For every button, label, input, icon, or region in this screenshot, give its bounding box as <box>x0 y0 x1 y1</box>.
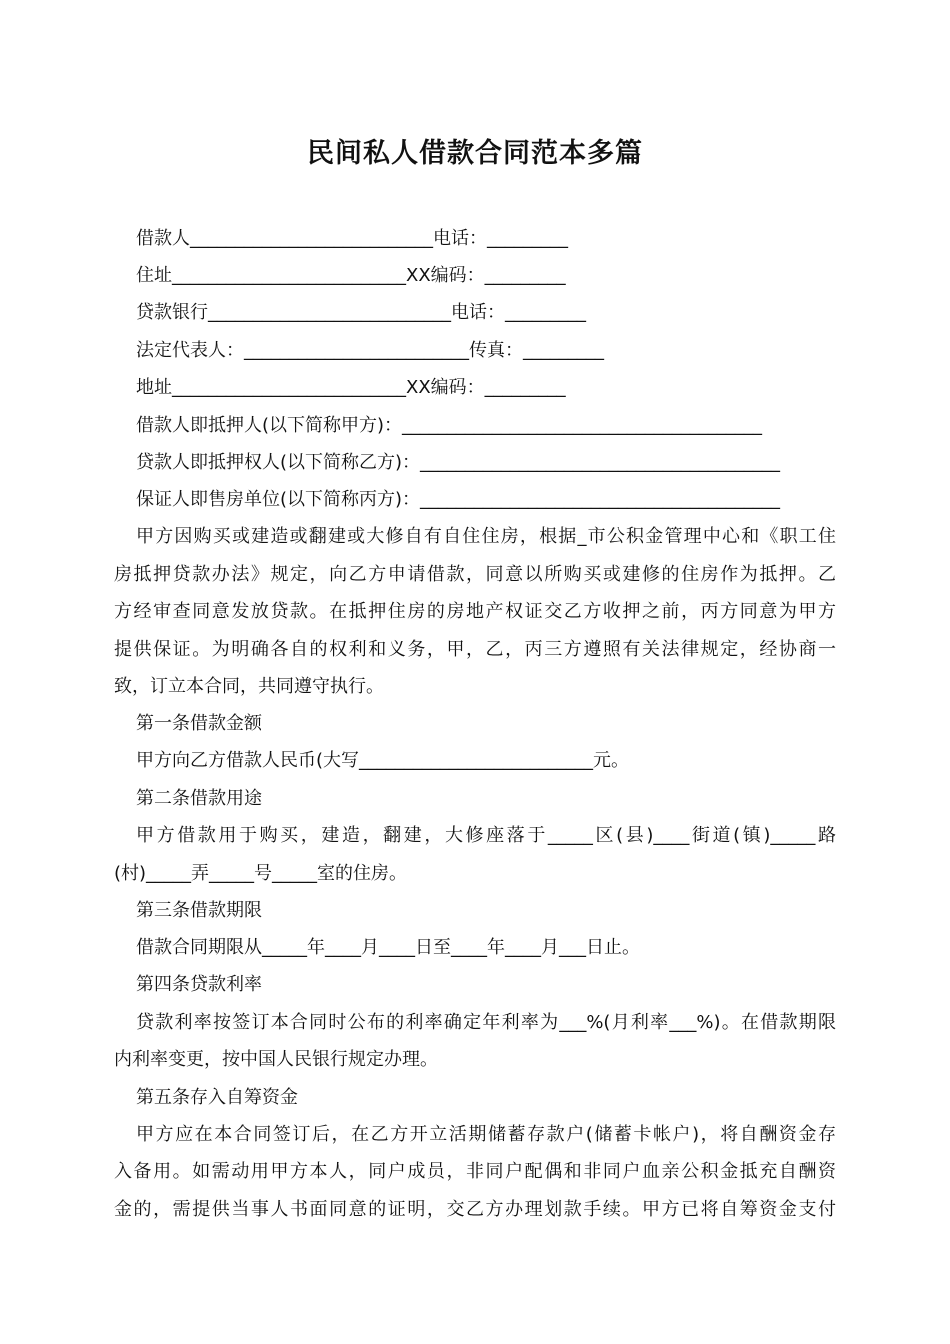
section-heading: 第四条贷款利率 <box>136 974 262 995</box>
document-title: 民间私人借款合同范本多篇 <box>307 138 643 169</box>
party-c-line: 保证人即售房单位(以下简称丙方)：________________________________________ <box>136 489 781 510</box>
paragraph-line: 方经审查同意发放贷款。在抵押住房的房地产权证交乙方收押之前，丙方同意为甲方 <box>114 601 836 622</box>
address-line: 住址__________________________XX编码：_________ <box>136 265 566 286</box>
paragraph-line: 内利率变更，按中国人民银行规定办理。 <box>114 1049 438 1070</box>
section-heading: 第一条借款金额 <box>136 713 262 734</box>
paragraph-line: 甲方向乙方借款人民币(大写__________________________元。 <box>136 750 630 771</box>
section-heading: 第五条存入自筹资金 <box>136 1087 298 1108</box>
borrower-line: 借款人___________________________电话：_________ <box>136 228 568 249</box>
address-line-2: 地址__________________________XX编码：_________ <box>136 377 566 398</box>
paragraph-line: 借款合同期限从_____年____月____日至____年____月___日止。 <box>136 937 640 958</box>
paragraph-line: 提供保证。为明确各自的权利和义务，甲，乙，丙三方遵照有关法律规定，经协商一 <box>114 639 836 660</box>
section-heading: 第三条借款期限 <box>136 900 262 921</box>
section-heading: 第二条借款用途 <box>136 788 262 809</box>
party-a-line: 借款人即抵押人(以下简称甲方)：________________________________________ <box>136 415 763 436</box>
paragraph-line: 甲方因购买或建造或翻建或大修自有自住住房，根据_市公积金管理中心和《职工住 <box>136 526 836 547</box>
paragraph-line: 甲方借款用于购买，建造，翻建，大修座落于_____区(县)____街道(镇)_____路 <box>136 825 836 846</box>
paragraph-line: 贷款利率按签订本合同时公布的利率确定年利率为___%(月利率___%)。在借款期限 <box>136 1012 836 1033</box>
paragraph-line: 房抵押贷款办法》规定，向乙方申请借款，同意以所购买或建修的住房作为抵押。乙 <box>114 564 836 585</box>
paragraph-line: 入备用。如需动用甲方本人，同户成员，非同户配偶和非同户血亲公积金抵充自酬资 <box>114 1161 836 1182</box>
paragraph-line: (村)_____弄_____号_____室的住房。 <box>114 863 408 884</box>
bank-line: 贷款银行___________________________电话：_________ <box>136 302 586 323</box>
paragraph-line: 金的，需提供当事人书面同意的证明，交乙方办理划款手续。甲方已将自筹资金支付 <box>114 1199 836 1220</box>
paragraph-line: 甲方应在本合同签订后，在乙方开立活期储蓄存款户(储蓄卡帐户)，将自酬资金存 <box>136 1124 836 1145</box>
legal-rep-line: 法定代表人：_________________________传真：_________ <box>136 340 604 361</box>
party-b-line: 贷款人即抵押权人(以下简称乙方)：________________________________________ <box>136 452 781 473</box>
paragraph-line: 致，订立本合同，共同遵守执行。 <box>114 676 384 697</box>
